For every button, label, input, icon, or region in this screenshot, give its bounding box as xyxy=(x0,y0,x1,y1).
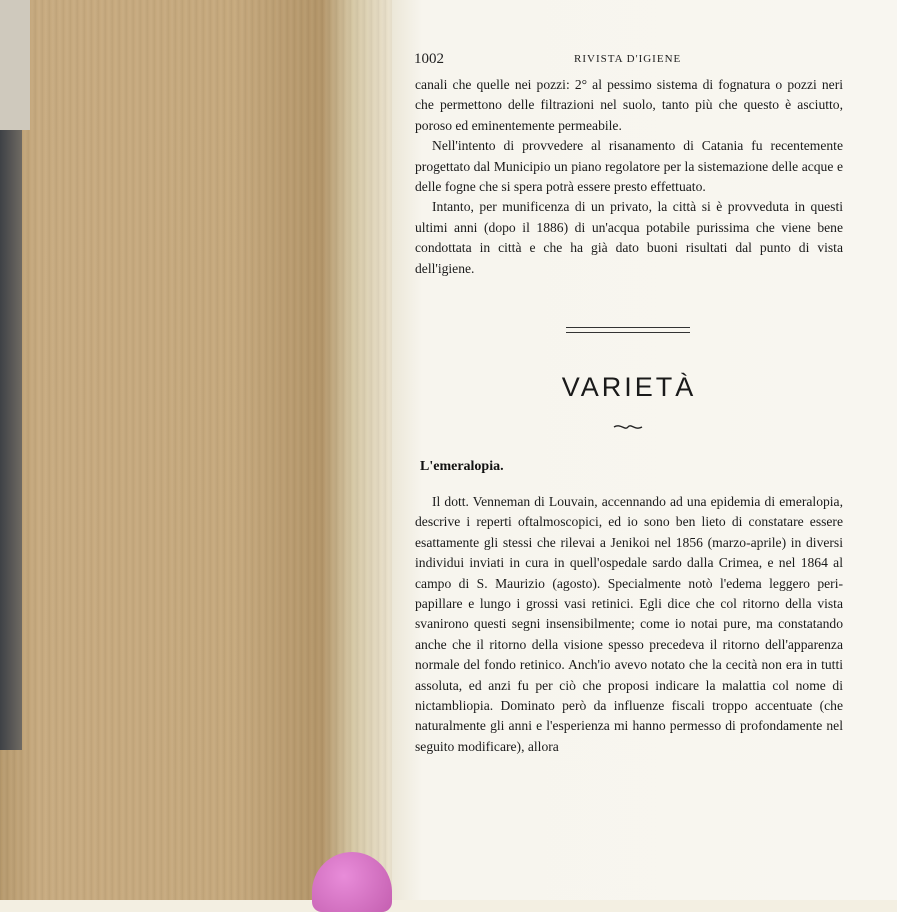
book-cover-edge xyxy=(0,130,22,750)
paragraph: Nell'intento di provvedere al risanamento di Catania fu recentemente progettato dal Municipio un piano regolatore per la sistemazione delle acque e delle fogne che si spera potrà essere presto effettuato. xyxy=(415,138,843,195)
section-title: VARIETÀ xyxy=(561,372,697,402)
page-header xyxy=(414,51,844,69)
background-surface xyxy=(0,0,30,130)
paragraph: Intanto, per munificenza di un privato, la città si è provveduta in questi ultimi anni (dopo il 1886) di un'acqua potabile purissima che viene bene condottata in città e che ha già dato buoni risultati dal punto di vista dell'igiene. xyxy=(415,199,843,276)
running-title: RIVISTA D'IGIENE xyxy=(574,53,682,65)
article-title: L'emeralopia. xyxy=(420,459,504,474)
top-text-block xyxy=(415,75,843,279)
paragraph: canali che quelle nei pozzi: 2° al pessimo sistema di fognatura o pozzi neri che permettono delle filtrazioni nel suolo, tanto più che questo è asciutto, poroso ed eminentemente permeabile. xyxy=(415,77,843,133)
book-page-edges xyxy=(0,0,392,900)
article-body xyxy=(415,492,843,757)
double-rule-divider xyxy=(566,327,690,333)
ornament-swash-icon xyxy=(613,422,643,432)
page-number: 1002 xyxy=(414,51,444,67)
paragraph: Il dott. Venneman di Louvain, accennando ad una epidemia di emeralopia, descrive i reperti oftalmoscopici, ed io sono ben lieto di constatare essere esattamente gli stessi che rilevai a Jenikoi nel 1856 (marzo-aprile) in diversi individui inviati in cura in quell'ospedale sardo dalla Crimea, e nel 1864 al campo di S. Maurizio (agosto). Specialmente notò l'edema leggero peri-papillare e lungo i grossi vasi retinici. Egli dice che col ritorno della vista svanirono questi segni insensibilmente; come io notai pure, ma constatando anche che il ritorno della visione spesso precedeva il ritorno dell'apparenza normale del fondo retinico. Anch'io avevo notato che la cecità non era in tutti assoluta, ed anzi fu per ciò che proposi indicare la malattia col nome di nictambliopia. Dominato però da influenze fiscali troppo accentuate (che naturalmente gli anni e l'esperienza mi hanno permesso di profondamente nel seguito modificare), allora xyxy=(415,494,843,754)
